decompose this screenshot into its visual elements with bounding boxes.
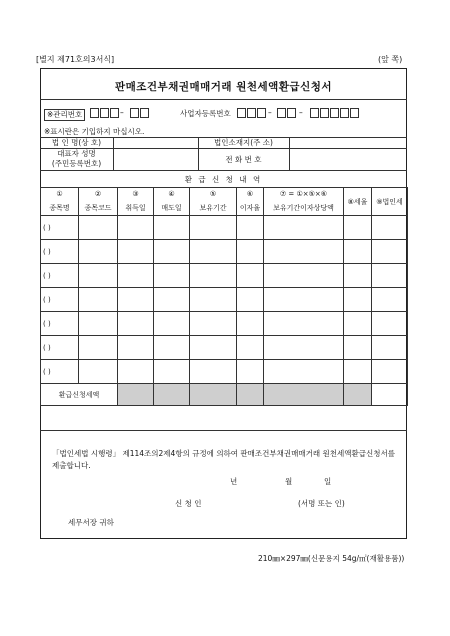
business-number-label: 사업자등록번호 bbox=[180, 109, 231, 118]
title-divider bbox=[40, 99, 407, 100]
business-number-field-1[interactable] bbox=[237, 108, 267, 118]
section-title: 환 급 신 청 내 역 bbox=[184, 175, 263, 184]
dash: – bbox=[268, 108, 272, 117]
dash: – bbox=[120, 108, 124, 117]
table-row[interactable]: ( ) bbox=[41, 288, 408, 312]
total-tax-field[interactable] bbox=[372, 384, 408, 406]
dash: – bbox=[299, 108, 303, 117]
form-title: 판매조건부채권매매거래 원천세액환급신청서 bbox=[114, 81, 332, 93]
corp-name-label: 법 인 명(상 호) bbox=[51, 138, 102, 147]
representative-field[interactable] bbox=[114, 149, 198, 170]
table-row[interactable]: ( ) bbox=[41, 240, 408, 264]
table-row[interactable]: ( ) bbox=[41, 264, 408, 288]
representative-label: 대표자 성명 bbox=[57, 149, 96, 158]
corp-address-label: 법인소재지(주 소) bbox=[214, 138, 273, 147]
mgmt-number-label: ※관리번호 bbox=[44, 109, 85, 121]
col-header: ② 종목코드 bbox=[79, 188, 118, 216]
col-header: ⑤ 보유기간 bbox=[190, 188, 237, 216]
col-header: ① 종목명 bbox=[41, 188, 79, 216]
table-row[interactable]: ( ) bbox=[41, 336, 408, 360]
mgmt-number-field-2[interactable] bbox=[130, 108, 150, 118]
phone-label: 전 화 번 호 bbox=[225, 155, 262, 164]
corp-name-field[interactable] bbox=[114, 138, 198, 148]
date-month: 월 bbox=[285, 477, 293, 486]
total-label: 환급신청세액 bbox=[41, 384, 118, 406]
total-row bbox=[41, 384, 408, 406]
notice-text: ※표시란은 기입하지 마십시오. bbox=[44, 127, 145, 136]
date-day: 일 bbox=[324, 477, 332, 486]
col-header: ⑦ = ①×⑤×⑥ 보유기간이자상당액 bbox=[264, 188, 344, 216]
col-header: ⑨법인세 bbox=[372, 188, 408, 216]
business-number-field-2[interactable] bbox=[277, 108, 297, 118]
col-header: ③ 취득일 bbox=[118, 188, 154, 216]
signature-label: (서명 또는 인) bbox=[298, 499, 345, 508]
col-header: ⑥ 이자율 bbox=[237, 188, 264, 216]
paper-spec: 210㎜×297㎜(신문용지 54g/㎡(재활용품)) bbox=[258, 554, 405, 563]
form-number: [별지 제71호의3서식] bbox=[36, 55, 115, 64]
table-row[interactable]: ( ) bbox=[41, 312, 408, 336]
table-row[interactable]: ( ) bbox=[41, 360, 408, 384]
applicant-label: 신 청 인 bbox=[175, 499, 202, 508]
statement-text: 「법인세법 시행령」 제114조의2제4항의 규정에 의하여 판매조건부채권매매거래 원천세액환급신청서를 제출합니다. bbox=[52, 449, 395, 470]
corp-address-field[interactable] bbox=[290, 138, 406, 148]
page-side-label: (앞 쪽) bbox=[378, 55, 403, 64]
table-row[interactable]: ( ) bbox=[41, 216, 408, 240]
resident-number-label: (주민등록번호) bbox=[51, 159, 102, 168]
date-year: 년 bbox=[230, 477, 238, 486]
col-header: ⑧세율 bbox=[344, 188, 372, 216]
refund-table bbox=[40, 187, 408, 406]
business-number-field-3[interactable] bbox=[310, 108, 360, 118]
phone-field[interactable] bbox=[290, 149, 406, 170]
table-header-row bbox=[41, 188, 408, 216]
col-header: ④ 매도일 bbox=[154, 188, 190, 216]
addressee-text: 세무서장 귀하 bbox=[68, 518, 114, 527]
mgmt-number-field-1[interactable] bbox=[90, 108, 120, 118]
